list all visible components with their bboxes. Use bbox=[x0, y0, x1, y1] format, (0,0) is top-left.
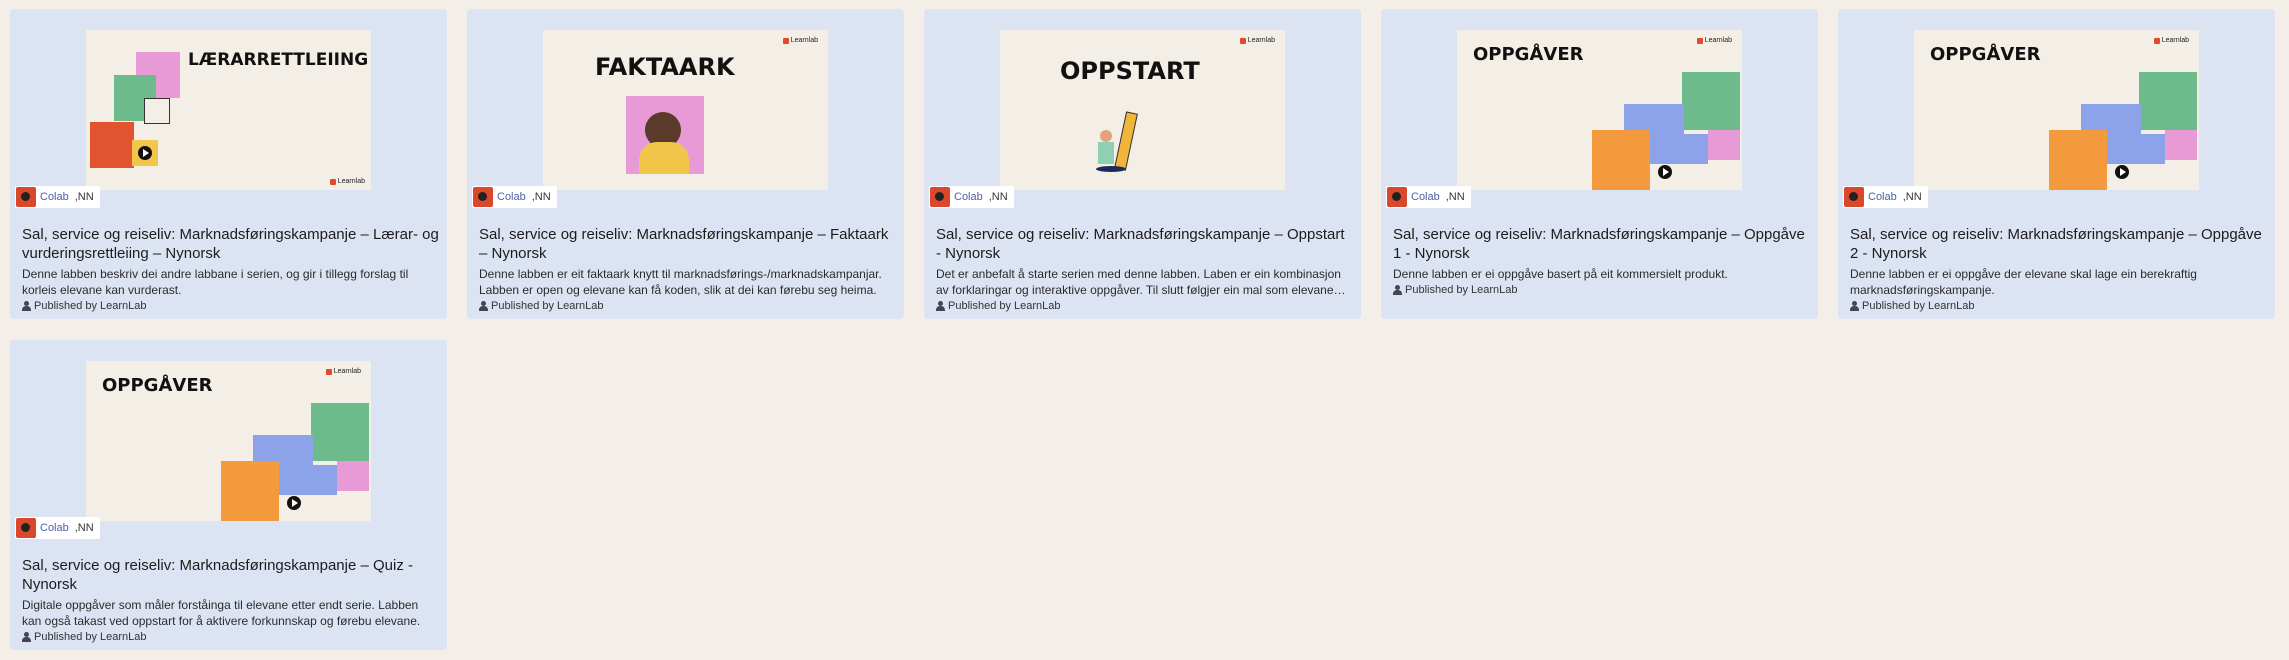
card-thumbnail bbox=[1914, 30, 2199, 190]
card-thumbnail bbox=[86, 361, 371, 521]
thumbnail-title: FAKTAARK bbox=[595, 53, 735, 81]
language-label: ,NN bbox=[1902, 191, 1922, 203]
card-description: Denne labben er ei oppgåve der elevane skal lage ein berekraftig marknadsføringskampanje. bbox=[1850, 267, 2197, 297]
thumbnail-title: OPPSTART bbox=[1060, 57, 1200, 85]
publisher-label: Published by LearnLab bbox=[34, 631, 147, 643]
source-tag bbox=[929, 186, 1014, 208]
person-icon bbox=[479, 301, 488, 311]
person-icon bbox=[1393, 285, 1402, 295]
source-tag bbox=[1843, 186, 1928, 208]
source-label: Colab bbox=[40, 191, 69, 203]
source-label: Colab bbox=[40, 522, 69, 534]
learnlab-logo: Learnlab bbox=[1697, 37, 1732, 44]
person-icon bbox=[22, 301, 31, 311]
author-avatar bbox=[16, 187, 36, 207]
thumbnail-title: OPPGÅVER bbox=[102, 375, 213, 396]
source-label: Colab bbox=[1411, 191, 1440, 203]
play-icon bbox=[2115, 165, 2129, 179]
language-label: ,NN bbox=[531, 191, 551, 203]
publisher-line bbox=[1393, 284, 1810, 296]
card-thumbnail bbox=[1000, 30, 1285, 190]
language-label: ,NN bbox=[1445, 191, 1465, 203]
author-avatar bbox=[16, 518, 36, 538]
publisher-line bbox=[1850, 300, 2267, 312]
source-tag bbox=[15, 517, 100, 539]
lab-card[interactable] bbox=[1381, 9, 1818, 319]
publisher-line bbox=[22, 300, 439, 312]
source-label: Colab bbox=[1868, 191, 1897, 203]
author-avatar bbox=[930, 187, 950, 207]
card-description: Digitale oppgåver som måler forståinga til elevane etter endt serie. Labben kan også takast ved oppstart for å aktivere forkunnskap og førebu elevane. bbox=[22, 598, 421, 628]
learnlab-logo: Learnlab bbox=[326, 368, 361, 375]
publisher-label: Published by LearnLab bbox=[34, 300, 147, 312]
person-icon bbox=[936, 301, 945, 311]
card-title[interactable]: Sal, service og reiseliv: Marknadsføringskampanje – Faktaark – Nynorsk bbox=[479, 226, 889, 262]
thumbnail-title: OPPGÅVER bbox=[1473, 44, 1584, 65]
learnlab-logo: Learnlab bbox=[2154, 37, 2189, 44]
learnlab-logo: Learnlab bbox=[783, 37, 818, 44]
source-tag bbox=[15, 186, 100, 208]
author-avatar bbox=[1387, 187, 1407, 207]
play-icon bbox=[1658, 165, 1672, 179]
publisher-line bbox=[936, 300, 1353, 312]
lab-card[interactable] bbox=[10, 9, 447, 319]
thumbnail-title: LÆRARRETTLEIING bbox=[188, 50, 369, 70]
card-title[interactable]: Sal, service og reiseliv: Marknadsføringskampanje – Oppgåve 2 - Nynorsk bbox=[1850, 226, 2262, 262]
card-thumbnail bbox=[543, 30, 828, 190]
author-avatar bbox=[1844, 187, 1864, 207]
card-title[interactable]: Sal, service og reiseliv: Marknadsføringskampanje – Lærar- og vurderingsrettleiing – Nynorsk bbox=[22, 226, 439, 262]
thumbnail-title: OPPGÅVER bbox=[1930, 44, 2041, 65]
card-description: Denne labben beskriv dei andre labbane i serien, og gir i tillegg forslag til korleis elevane kan vurderast. bbox=[22, 267, 409, 297]
card-title[interactable]: Sal, service og reiseliv: Marknadsføringskampanje – Oppstart - Nynorsk bbox=[936, 226, 1345, 262]
publisher-label: Published by LearnLab bbox=[948, 300, 1061, 312]
learnlab-logo: Learnlab bbox=[330, 178, 365, 185]
lab-card[interactable] bbox=[10, 340, 447, 650]
card-thumbnail bbox=[86, 30, 371, 190]
card-description: Det er anbefalt å starte serien med denne labben. Laben er ein kombinasjon av forklaringar og interaktive oppgåver. Til slutt følgjer ein mal som elevane bbox=[936, 267, 1341, 297]
publisher-label: Published by LearnLab bbox=[1405, 284, 1518, 296]
language-label: ,NN bbox=[74, 522, 94, 534]
language-label: ,NN bbox=[74, 191, 94, 203]
source-tag bbox=[472, 186, 557, 208]
source-label: Colab bbox=[954, 191, 983, 203]
lab-card[interactable] bbox=[467, 9, 904, 319]
play-icon bbox=[138, 146, 152, 160]
language-label: ,NN bbox=[988, 191, 1008, 203]
publisher-line bbox=[22, 631, 439, 643]
learnlab-logo: Learnlab bbox=[1240, 37, 1275, 44]
lab-card[interactable] bbox=[1838, 9, 2275, 319]
publisher-label: Published by LearnLab bbox=[1862, 300, 1975, 312]
source-label: Colab bbox=[497, 191, 526, 203]
card-description: Denne labben er eit faktaark knytt til marknadsførings-/marknadskampanjar. Labben er open og elevane kan få koden, slik at dei kan førebu seg heima. bbox=[479, 267, 882, 297]
play-icon bbox=[287, 496, 301, 510]
card-description: Denne labben er ei oppgåve basert på eit kommersielt produkt. bbox=[1393, 267, 1728, 281]
author-avatar bbox=[473, 187, 493, 207]
card-title[interactable]: Sal, service og reiseliv: Marknadsføringskampanje – Quiz - Nynorsk bbox=[22, 557, 413, 593]
card-thumbnail bbox=[1457, 30, 1742, 190]
publisher-line bbox=[479, 300, 896, 312]
person-icon bbox=[22, 632, 31, 642]
publisher-label: Published by LearnLab bbox=[491, 300, 604, 312]
source-tag bbox=[1386, 186, 1471, 208]
lab-card[interactable] bbox=[924, 9, 1361, 319]
person-icon bbox=[1850, 301, 1859, 311]
card-title[interactable]: Sal, service og reiseliv: Marknadsføringskampanje – Oppgåve 1 - Nynorsk bbox=[1393, 226, 1805, 262]
